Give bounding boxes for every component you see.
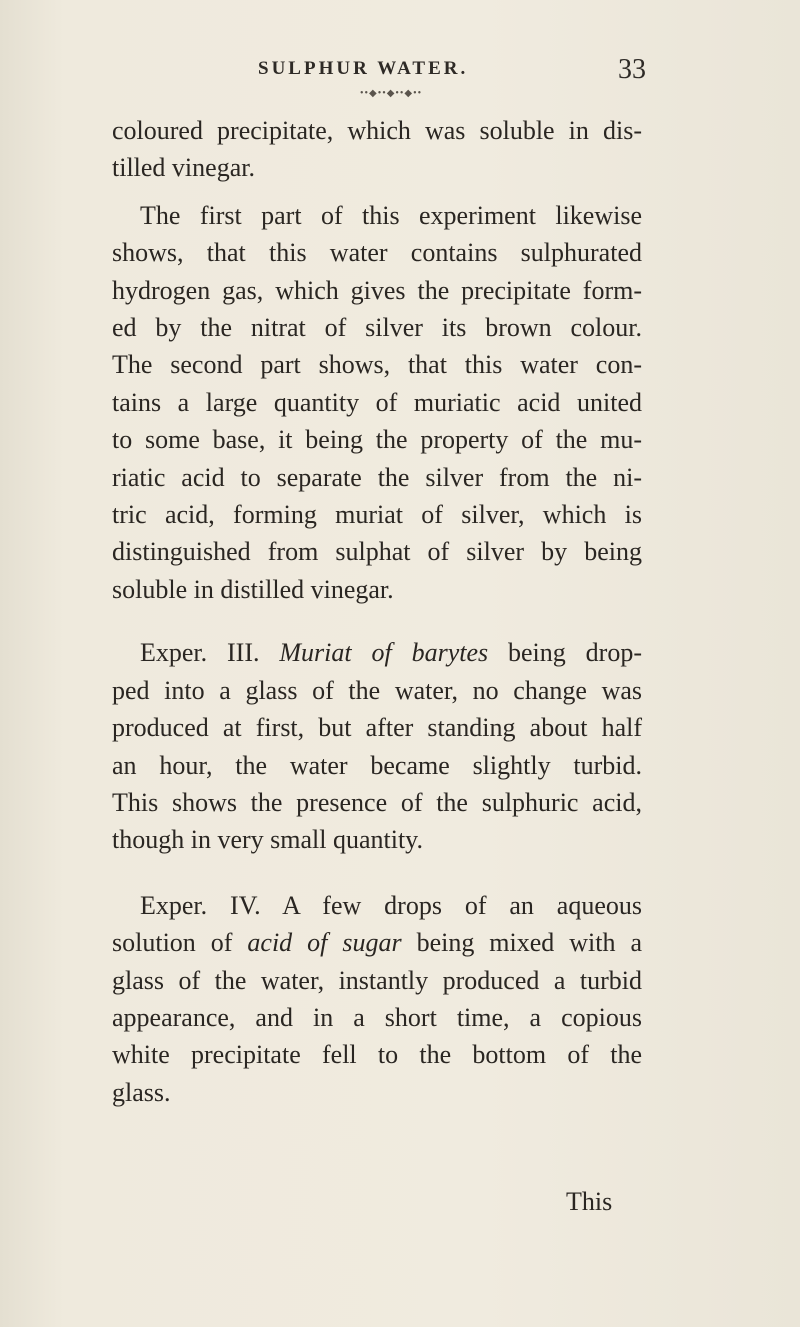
text-line: Exper. IV. A few drops of an aqueous: [140, 890, 642, 920]
text-line: glass of the water, instantly produced a turbid: [112, 965, 642, 995]
text-line: produced at first, but after standing about half: [112, 713, 642, 743]
body-text: [112, 112, 642, 1111]
page-number: 33: [618, 54, 646, 85]
italic-term: Muriat of barytes: [279, 638, 489, 668]
line-continuation: being drop-: [488, 638, 642, 668]
line-start: solution of: [112, 928, 248, 958]
text-line: coloured precipitate, which was soluble in dis-: [112, 116, 642, 145]
text-line: appearance, and in a short time, a copious: [112, 1002, 642, 1032]
paragraph-2: [112, 197, 642, 608]
text-line: an hour, the water became slightly turbid.: [112, 750, 642, 780]
text-line: tric acid, forming muriat of silver, which is: [112, 500, 642, 530]
text-line: [112, 924, 642, 961]
text-line: ed by the nitrat of silver its brown colour.: [112, 313, 642, 343]
header-ornament: ••◆••◆••◆••: [360, 88, 423, 99]
italic-term: acid of sugar: [247, 928, 402, 958]
text-line: tains a large quantity of muriatic acid united: [112, 387, 642, 417]
text-line: to some base, it being the property of the mu-: [112, 425, 642, 455]
paragraph-3: [112, 634, 642, 858]
text-line: The second part shows, that this water con-: [112, 350, 642, 380]
line-continuation: being mixed with a: [401, 928, 643, 958]
text-line: This shows the presence of the sulphuric acid,: [112, 787, 642, 817]
text-line: tilled vinegar.: [112, 153, 255, 183]
text-line: The first part of this experiment likewise: [140, 200, 642, 230]
text-line: distinguished from sulphat of silver by being: [112, 537, 642, 567]
text-line: soluble in distilled vinegar.: [112, 574, 394, 604]
text-line: white precipitate fell to the bottom of the: [112, 1040, 642, 1070]
text-line: glass.: [112, 1077, 171, 1107]
paragraph-1: [112, 112, 642, 187]
paragraph-4: [112, 887, 642, 1111]
running-title: SULPHUR WATER.: [258, 58, 469, 79]
text-line: [112, 634, 642, 671]
experiment-label: Exper. III.: [140, 638, 280, 668]
text-line: though in very small quantity.: [112, 825, 423, 855]
text-line: hydrogen gas, which gives the precipitate form-: [112, 275, 642, 305]
text-line: riatic acid to separate the silver from the ni-: [112, 462, 642, 492]
text-line: shows, that this water contains sulphurated: [112, 238, 642, 268]
catchword: This: [566, 1187, 613, 1216]
text-line: ped into a glass of the water, no change was: [112, 675, 642, 705]
